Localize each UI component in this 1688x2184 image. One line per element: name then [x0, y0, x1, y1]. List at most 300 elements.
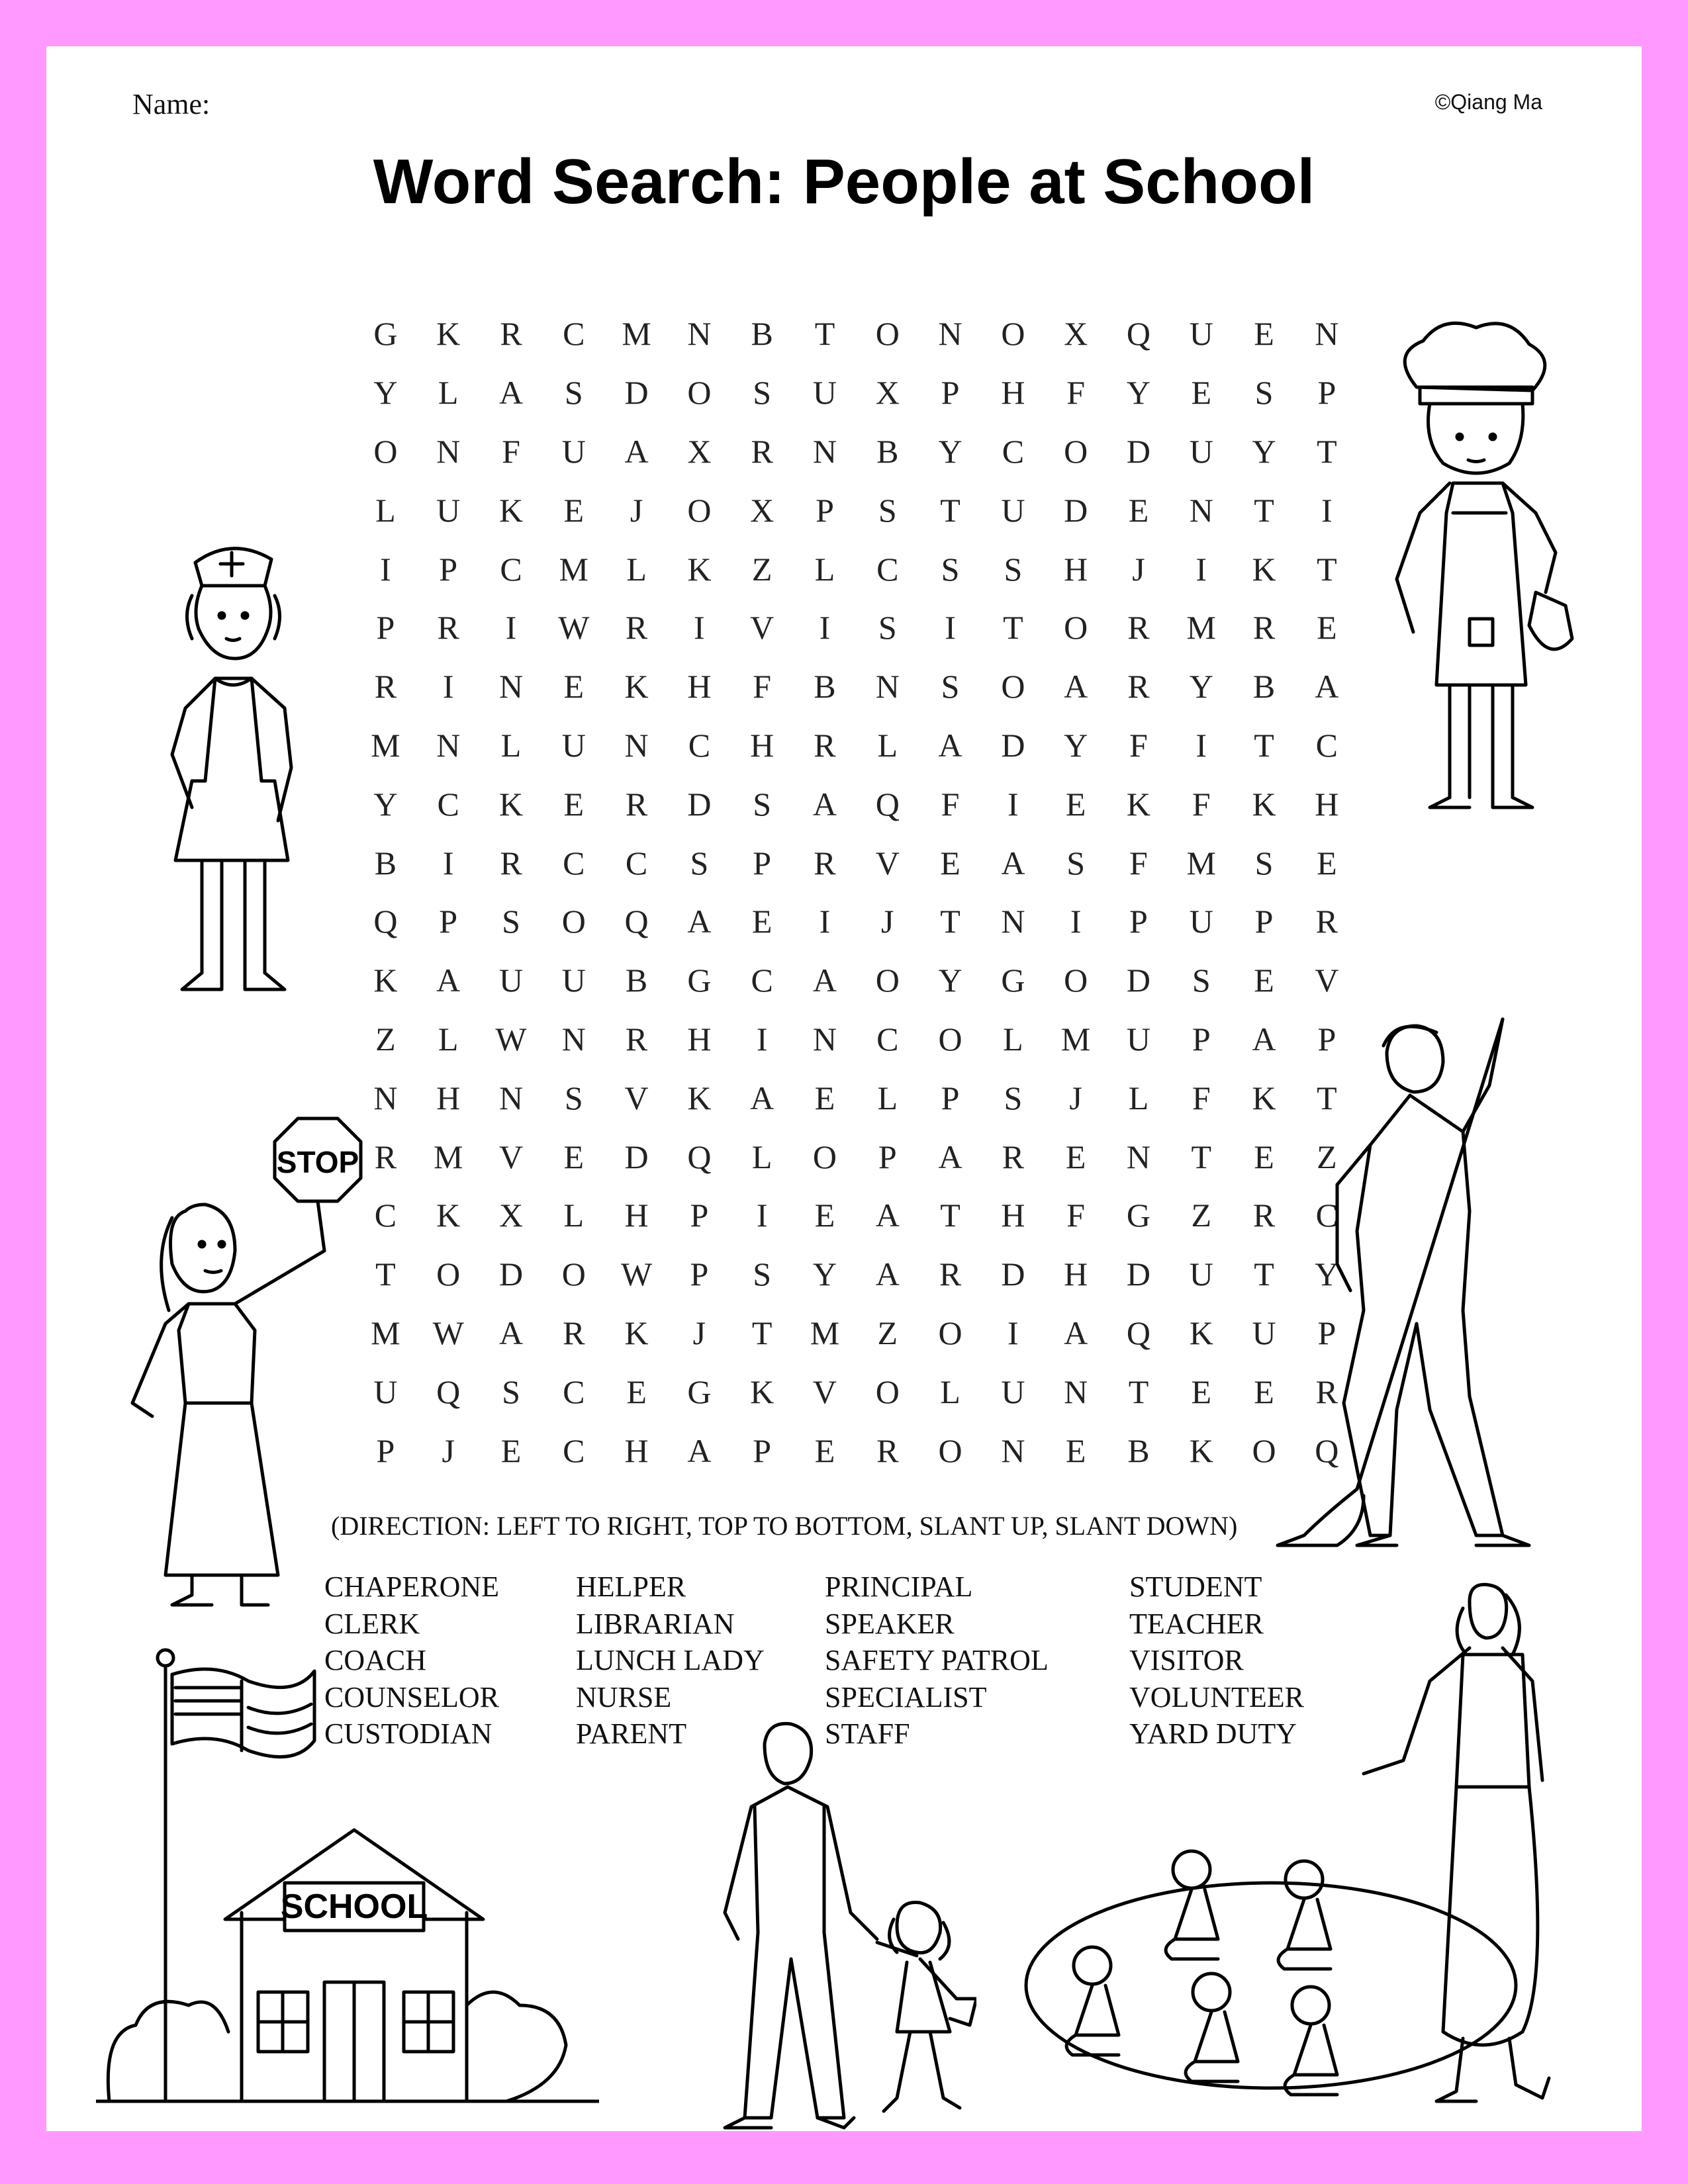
grid-letter: J	[630, 491, 643, 529]
page-title: Word Search: People at School	[373, 146, 1315, 217]
word-item: LUNCH LADY	[576, 1644, 765, 1676]
grid-letter: G	[1126, 1197, 1151, 1234]
grid-letter: Y	[1252, 432, 1276, 470]
grid-letter: I	[442, 844, 454, 882]
word-item: TEACHER	[1129, 1607, 1264, 1640]
word-item: NURSE	[576, 1680, 672, 1713]
grid-letter: T	[1003, 609, 1023, 647]
grid-letter: D	[1001, 1255, 1025, 1293]
grid-letter: U	[1189, 1255, 1213, 1293]
direction-text: (DIRECTION: LEFT TO RIGHT, TOP TO BOTTOM, SLANT UP, SLANT DOWN)	[331, 1511, 1238, 1541]
grid-letter: U	[1001, 491, 1025, 529]
grid-letter: M	[559, 550, 589, 588]
grid-letter: Z	[877, 1314, 898, 1351]
grid-letter: L	[438, 1020, 459, 1058]
grid-letter: M	[810, 1314, 840, 1351]
grid-letter: J	[442, 1432, 455, 1469]
school-sign-text: SCHOOL	[280, 1888, 428, 1926]
grid-letter: A	[1064, 668, 1088, 705]
grid-letter: Z	[1191, 1197, 1212, 1234]
grid-letter: F	[1066, 374, 1086, 412]
grid-letter: A	[436, 962, 461, 999]
grid-letter: R	[437, 609, 459, 647]
grid-letter: I	[1321, 491, 1333, 529]
grid-letter: P	[753, 844, 772, 882]
grid-letter: P	[376, 1432, 395, 1469]
grid-letter: K	[1252, 550, 1276, 588]
grid-letter: V	[812, 1373, 837, 1410]
grid-letter: S	[502, 903, 520, 940]
word-item: SPEAKER	[825, 1607, 955, 1640]
grid-letter: E	[814, 1197, 835, 1234]
grid-letter: A	[875, 1255, 900, 1293]
grid-letter: R	[751, 432, 773, 470]
grid-letter: A	[1001, 844, 1025, 882]
grid-letter: P	[1129, 903, 1148, 940]
grid-letter: T	[1254, 726, 1274, 764]
grid-letter: T	[1191, 1138, 1212, 1175]
grid-letter: E	[1254, 315, 1274, 353]
grid-letter: K	[624, 1314, 649, 1351]
grid-letter: P	[878, 1138, 897, 1175]
grid-letter: R	[625, 609, 648, 647]
grid-letter: P	[376, 609, 395, 647]
grid-letter: C	[437, 785, 459, 823]
grid-letter: J	[881, 903, 894, 940]
grid-letter: N	[561, 1020, 586, 1058]
grid-letter: L	[1003, 1020, 1023, 1058]
grid-letter: V	[750, 609, 774, 647]
grid-letter: J	[1132, 550, 1145, 588]
grid-letter: O	[938, 1432, 962, 1469]
grid-letter: B	[751, 315, 773, 353]
grid-letter: D	[1126, 432, 1151, 470]
grid-letter: O	[373, 432, 398, 470]
grid-letter: V	[1315, 962, 1339, 999]
grid-letter: N	[1001, 1432, 1025, 1469]
grid-letter: G	[687, 1373, 712, 1410]
grid-letter: D	[687, 785, 712, 823]
grid-letter: C	[1315, 726, 1338, 764]
grid-letter: A	[687, 1432, 712, 1469]
grid-letter: X	[750, 491, 774, 529]
grid-letter: K	[1189, 1432, 1213, 1469]
grid-letter: C	[751, 962, 773, 999]
grid-letter: O	[1064, 609, 1088, 647]
grid-letter: I	[1008, 1314, 1019, 1351]
grid-letter: T	[375, 1255, 396, 1293]
grid-letter: U	[1189, 432, 1213, 470]
word-item: CLERK	[324, 1607, 420, 1640]
grid-letter: N	[1315, 315, 1339, 353]
grid-letter: H	[1315, 785, 1339, 823]
grid-letter: E	[1065, 1432, 1086, 1469]
grid-letter: U	[373, 1373, 398, 1410]
grid-letter: Y	[1126, 374, 1151, 412]
grid-letter: L	[438, 374, 459, 412]
grid-letter: P	[1192, 1020, 1211, 1058]
grid-letter: R	[1252, 1197, 1276, 1234]
grid-letter: P	[690, 1255, 709, 1293]
child-figure	[1166, 1851, 1218, 1959]
grid-letter: L	[877, 1079, 898, 1116]
grid-letter: S	[878, 491, 897, 529]
grid-letter: T	[1254, 491, 1274, 529]
grid-letter: K	[1189, 1314, 1213, 1351]
grid-letter: G	[687, 962, 712, 999]
grid-letter: F	[1129, 844, 1148, 882]
grid-letter: D	[1126, 962, 1151, 999]
grid-letter: E	[814, 1079, 835, 1116]
grid-letter: E	[940, 844, 961, 882]
grid-letter: Z	[375, 1020, 396, 1058]
grid-letter: S	[1066, 844, 1086, 882]
grid-letter: J	[1069, 1079, 1082, 1116]
grid-letter: H	[1064, 1255, 1088, 1293]
grid-letter: S	[1254, 374, 1274, 412]
grid-letter: U	[1126, 1020, 1151, 1058]
school-building-illustration	[96, 1635, 599, 2111]
grid-letter: G	[373, 315, 398, 353]
grid-letter: P	[941, 1079, 960, 1116]
grid-letter: K	[436, 315, 461, 353]
grid-letter: Z	[751, 550, 773, 588]
grid-letter: B	[1252, 668, 1276, 705]
grid-letter: X	[687, 432, 712, 470]
grid-letter: N	[436, 432, 461, 470]
grid-letter: R	[876, 1432, 899, 1469]
grid-letter: B	[876, 432, 899, 470]
grid-letter: C	[625, 844, 648, 882]
word-item: LIBRARIAN	[576, 1607, 735, 1640]
grid-letter: I	[945, 609, 956, 647]
grid-letter: S	[1004, 1079, 1023, 1116]
grid-letter: U	[812, 374, 837, 412]
lunch-lady-illustration	[1377, 314, 1575, 817]
grid-letter: N	[812, 432, 837, 470]
grid-letter: F	[1192, 1079, 1211, 1116]
grid-letter: L	[940, 1373, 961, 1410]
grid-letter: H	[750, 726, 774, 764]
grid-letter: A	[1252, 1020, 1276, 1058]
grid-letter: E	[1128, 491, 1149, 529]
grid-letter: Q	[624, 903, 649, 940]
grid-letter: W	[620, 1255, 653, 1293]
grid-letter: N	[373, 1079, 398, 1116]
grid-letter: C	[876, 550, 899, 588]
grid-letter: S	[502, 1373, 520, 1410]
grid-letter: Y	[1315, 1255, 1339, 1293]
grid-letter: E	[563, 1138, 585, 1175]
grid-letter: P	[1317, 374, 1336, 412]
grid-letter: Q	[687, 1138, 712, 1175]
word-item: CHAPERONE	[324, 1570, 500, 1603]
grid-letter: N	[436, 726, 461, 764]
grid-letter: A	[624, 432, 649, 470]
grid-letter: F	[502, 432, 520, 470]
grid-letter: P	[816, 491, 834, 529]
grid-letter: N	[938, 315, 962, 353]
grid-letter: R	[1127, 609, 1150, 647]
grid-letter: E	[1317, 844, 1337, 882]
grid-letter: I	[819, 903, 831, 940]
grid-letter: K	[498, 491, 524, 529]
grid-letter: E	[1254, 1138, 1274, 1175]
grid-letter: O	[687, 374, 712, 412]
grid-letter: R	[625, 1020, 648, 1058]
grid-letter: O	[1064, 432, 1088, 470]
grid-letter: Y	[812, 1255, 837, 1293]
grid-letter: S	[753, 374, 772, 412]
grid-letter: P	[439, 903, 458, 940]
grid-letter: P	[1317, 1314, 1336, 1351]
grid-letter: T	[1254, 1255, 1274, 1293]
grid-letter: D	[1126, 1255, 1151, 1293]
word-item: SAFETY PATROL	[825, 1644, 1049, 1676]
grid-letter: M	[622, 315, 651, 353]
grid-letter: M	[1186, 609, 1216, 647]
nurse-illustration	[146, 516, 318, 1006]
grid-letter: T	[940, 1197, 961, 1234]
grid-letter: U	[1001, 1373, 1025, 1410]
grid-letter: S	[1254, 844, 1274, 882]
grid-letter: A	[812, 785, 837, 823]
grid-letter: C	[500, 550, 522, 588]
grid-letter: T	[1317, 1079, 1337, 1116]
grid-letter: N	[624, 726, 649, 764]
grid-letter: K	[687, 1079, 712, 1116]
grid-letter: A	[812, 962, 837, 999]
grid-letter: E	[814, 1432, 835, 1469]
grid-letter: Q	[1126, 1314, 1151, 1351]
grid-letter: E	[1065, 785, 1086, 823]
grid-letter: P	[753, 1432, 772, 1469]
word-item: SPECIALIST	[825, 1680, 987, 1713]
grid-letter: B	[625, 962, 648, 999]
grid-letter: U	[498, 962, 524, 999]
worksheet-page	[46, 46, 1642, 2131]
grid-letter: H	[687, 1020, 712, 1058]
grid-letter: U	[561, 432, 586, 470]
grid-letter: F	[1129, 726, 1148, 764]
grid-letter: S	[941, 668, 960, 705]
grid-letter: K	[687, 550, 712, 588]
grid-letter: J	[692, 1314, 706, 1351]
grid-letter: C	[1002, 432, 1025, 470]
grid-letter: E	[563, 785, 585, 823]
grid-letter: W	[558, 609, 590, 647]
grid-letter: Q	[1126, 315, 1151, 353]
grid-letter: K	[624, 668, 649, 705]
grid-letter: H	[1001, 1197, 1025, 1234]
grid-letter: E	[563, 491, 585, 529]
grid-letter: B	[1127, 1432, 1150, 1469]
grid-letter: D	[498, 1255, 524, 1293]
grid-letter: S	[1004, 550, 1023, 588]
grid-letter: T	[1317, 550, 1337, 588]
grid-letter: R	[374, 668, 397, 705]
grid-letter: C	[563, 1432, 585, 1469]
grid-letter: O	[875, 315, 900, 353]
grid-letter: C	[688, 726, 711, 764]
copyright-text: ©Qiang Ma	[1434, 90, 1542, 114]
grid-letter: O	[1001, 315, 1025, 353]
grid-letter: D	[624, 1138, 649, 1175]
letter-grid	[354, 304, 1358, 1480]
teacher-and-children-illustration	[1019, 1582, 1615, 2124]
grid-letter: K	[750, 1373, 774, 1410]
grid-letter: V	[624, 1079, 649, 1116]
grid-letter: O	[1064, 962, 1088, 999]
grid-letter: L	[375, 491, 396, 529]
grid-letter: N	[1001, 903, 1025, 940]
grid-letter: I	[442, 668, 454, 705]
grid-letter: C	[563, 844, 585, 882]
grid-letter: R	[625, 785, 648, 823]
grid-letter: K	[1252, 785, 1276, 823]
grid-letter: P	[1254, 903, 1274, 940]
grid-letter: K	[1252, 1079, 1276, 1116]
grid-letter: H	[436, 1079, 461, 1116]
grid-letter: O	[875, 962, 900, 999]
grid-letter: L	[563, 1197, 585, 1234]
grid-letter: E	[751, 903, 773, 940]
grid-letter: O	[1252, 1432, 1276, 1469]
grid-letter: Q	[1315, 1432, 1339, 1469]
grid-letter: R	[814, 844, 836, 882]
grid-letter: E	[626, 1373, 647, 1410]
grid-letter: L	[500, 726, 522, 764]
grid-letter: W	[432, 1314, 464, 1351]
grid-letter: I	[819, 609, 831, 647]
grid-letter: I	[1070, 903, 1082, 940]
grid-letter: N	[498, 1079, 524, 1116]
grid-letter: Q	[875, 785, 900, 823]
grid-letter: A	[1064, 1314, 1088, 1351]
grid-letter: P	[941, 374, 960, 412]
grid-letter: C	[563, 315, 585, 353]
grid-letter: K	[373, 962, 398, 999]
grid-letter: O	[561, 903, 586, 940]
grid-letter: Q	[436, 1373, 461, 1410]
grid-letter: C	[876, 1020, 899, 1058]
grid-letter: H	[687, 668, 712, 705]
grid-letter: M	[371, 726, 400, 764]
grid-letter: U	[436, 491, 461, 529]
word-item: CUSTODIAN	[324, 1717, 492, 1750]
word-item: PARENT	[576, 1717, 687, 1750]
grid-letter: B	[374, 844, 397, 882]
grid-letter: E	[1191, 374, 1212, 412]
grid-letter: T	[940, 903, 961, 940]
grid-letter: N	[1126, 1138, 1151, 1175]
grid-letter: D	[624, 374, 649, 412]
grid-letter: T	[751, 1314, 773, 1351]
grid-letter: L	[626, 550, 647, 588]
grid-letter: S	[941, 550, 960, 588]
grid-letter: I	[1196, 726, 1207, 764]
grid-letter: X	[1064, 315, 1088, 353]
grid-letter: Z	[1317, 1138, 1337, 1175]
grid-letter: Y	[373, 785, 398, 823]
grid-letter: O	[938, 1314, 962, 1351]
grid-letter: S	[564, 1079, 583, 1116]
grid-letter: D	[1001, 726, 1025, 764]
grid-letter: R	[563, 1314, 585, 1351]
grid-letter: A	[750, 1079, 774, 1116]
grid-letter: R	[939, 1255, 962, 1293]
grid-letter: E	[1254, 1373, 1274, 1410]
name-label: Name:	[132, 88, 211, 120]
word-item: VISITOR	[1129, 1644, 1244, 1676]
grid-letter: N	[498, 668, 524, 705]
grid-letter: E	[1254, 962, 1274, 999]
word-item: VOLUNTEER	[1129, 1680, 1304, 1713]
grid-letter: O	[687, 491, 712, 529]
grid-letter: D	[1064, 491, 1088, 529]
grid-letter: R	[1127, 668, 1150, 705]
grid-letter: A	[938, 726, 962, 764]
grid-letter: C	[563, 1373, 585, 1410]
grid-letter: S	[564, 374, 583, 412]
grid-letter: I	[756, 1197, 768, 1234]
grid-letter: K	[498, 785, 524, 823]
grid-letter: Y	[938, 432, 962, 470]
grid-letter: T	[1128, 1373, 1149, 1410]
grid-letter: T	[940, 491, 961, 529]
grid-letter: R	[1315, 903, 1338, 940]
grid-letter: I	[1008, 785, 1019, 823]
grid-letter: N	[687, 315, 712, 353]
grid-letter: V	[875, 844, 900, 882]
grid-letter: L	[814, 550, 835, 588]
grid-letter: H	[1001, 374, 1025, 412]
grid-letter: T	[1317, 432, 1337, 470]
grid-letter: R	[500, 844, 522, 882]
grid-letter: L	[751, 1138, 773, 1175]
grid-letter: W	[495, 1020, 527, 1058]
word-item: STUDENT	[1129, 1570, 1262, 1603]
grid-letter: F	[1066, 1197, 1086, 1234]
grid-letter: S	[1192, 962, 1211, 999]
custodian-illustration	[1251, 1013, 1602, 1549]
grid-letter: I	[1196, 550, 1207, 588]
grid-letter: E	[500, 1432, 522, 1469]
grid-letter: Y	[1189, 668, 1213, 705]
grid-letter: I	[380, 550, 391, 588]
grid-letter: M	[1060, 1020, 1091, 1058]
grid-letter: U	[561, 962, 586, 999]
word-item: YARD DUTY	[1129, 1717, 1297, 1750]
grid-letter: S	[753, 785, 772, 823]
safety-patrol-illustration	[126, 1112, 384, 1615]
word-item: HELPER	[576, 1570, 686, 1603]
word-item: COUNSELOR	[324, 1680, 500, 1713]
grid-letter: E	[1065, 1138, 1086, 1175]
grid-letter: R	[1002, 1138, 1025, 1175]
grid-letter: F	[1192, 785, 1211, 823]
grid-letter: R	[814, 726, 836, 764]
grid-letter: E	[563, 668, 585, 705]
grid-letter: A	[498, 1314, 524, 1351]
grid-letter: A	[938, 1138, 962, 1175]
grid-letter: A	[1315, 668, 1339, 705]
grid-letter: X	[498, 1197, 524, 1234]
grid-letter: H	[624, 1197, 649, 1234]
grid-letter: P	[439, 550, 458, 588]
grid-letter: M	[433, 1138, 463, 1175]
grid-letter: M	[1186, 844, 1216, 882]
